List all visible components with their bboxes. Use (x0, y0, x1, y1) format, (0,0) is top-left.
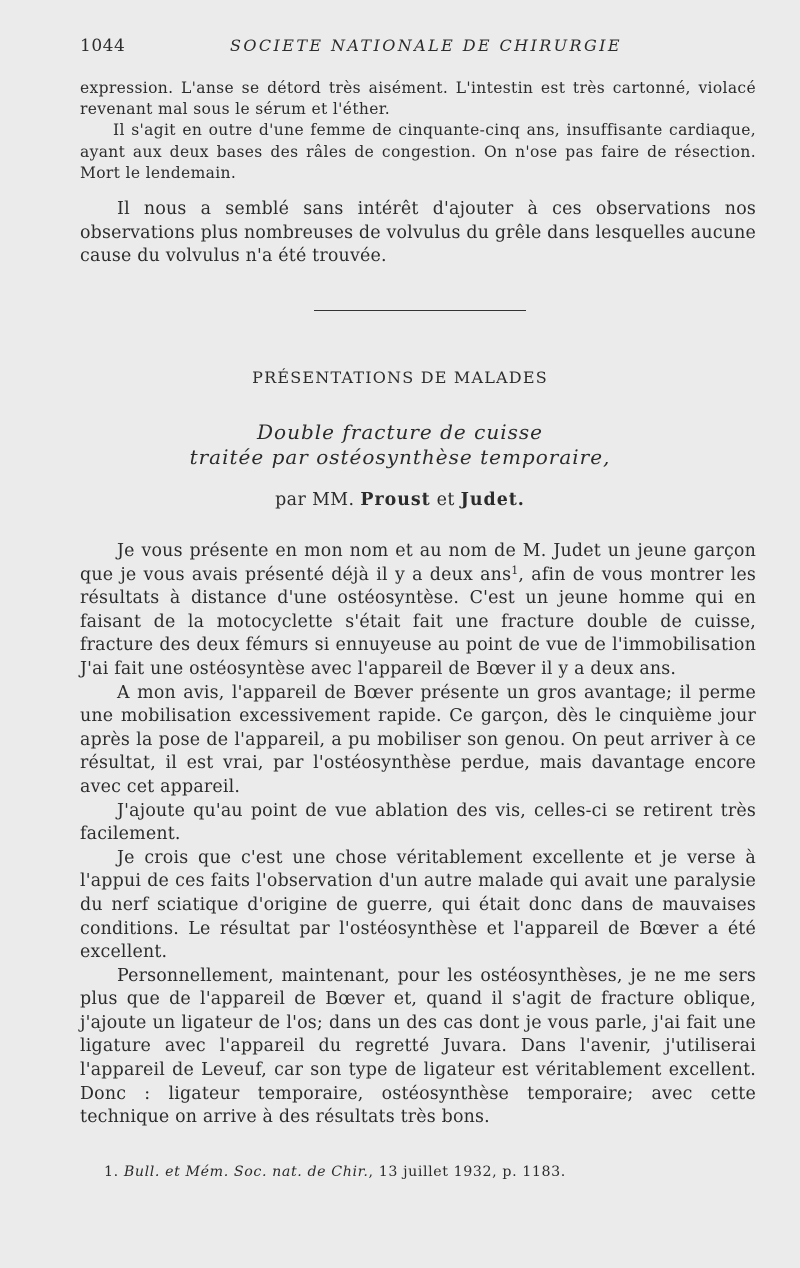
footnote-number: 1. (104, 1164, 119, 1180)
footnote-reference: 1 (511, 563, 519, 577)
body-paragraph: Je crois que c'est une chose véritablement excellente et je verse à l'appui de ces faits l'observation d'un autre malade qui avait une paralysie du nerf sciatique d'origine de guerre, qui était donc dans de mauvaises conditions. Le résultat par l'ostéosynthèse et l'appareil de Bœver a été excellent. (80, 847, 756, 963)
body-text: Je vous présente en mon nom et au nom de M. Judet un jeune garçon que je vous avais présenté déjà il y a deux ans (80, 541, 756, 585)
byline (0, 490, 800, 510)
body-paragraph: J'ajoute qu'au point de vue ablation des vis, celles-ci se retirent très facilement. (80, 800, 756, 845)
byline-conjunction: et (436, 490, 455, 510)
author-name: Proust (360, 490, 431, 510)
running-title: SOCIETE NATIONALE DE CHIRURGIE (230, 36, 622, 55)
body-text: , afin de vous montrer les résultats à distance d'une ostéosyntèse. C'est un jeune homme qui en faisant de la motocyclette s'était fait une fracture double de cuisse, fracture des deux fémurs si ennuyeuse au point de vue de l'immobilisation J'ai fait une ostéosyntèse avec l'appareil de Bœver il y a deux ans. (80, 564, 756, 679)
footnote-source: Bull. et Mém. Soc. nat. de Chir. (123, 1164, 369, 1180)
intro-paragraph: expression. L'anse se détord très aisément. L'intestin est très cartonné, violacé revenant mal sous le sérum et l'éther. (80, 79, 756, 119)
page-number: 1044 (80, 36, 126, 56)
footnote (104, 1164, 566, 1180)
article-title-line: Double fracture de cuisse (257, 420, 543, 444)
byline-prefix: par MM. (275, 490, 355, 510)
section-heading: PRÉSENTATIONS DE MALADES (252, 368, 548, 387)
conclusion-text (80, 198, 756, 269)
body-paragraph: Personnellement, maintenant, pour les ostéosynthèses, je ne me sers plus que de l'appareil de Bœver et, quand il s'agit de fracture oblique, j'ajoute un ligateur de l'os; dans un des cas dont je vous parle, j'ai fait une ligature avec l'appareil du regretté Juvara. Dans l'avenir, j'utiliserai l'appareil de Leveuf, car son type de ligateur est véritablement excellent. Donc : ligateur temporaire, ostéosynthèse temporaire; avec cette technique on arrive à des résultats très bons. (80, 965, 756, 1128)
body-paragraph: A mon avis, l'appareil de Bœver présente un gros avantage; il perme une mobilisation excessivement rapide. Ce garçon, dès le cinquième jour après la pose de l'appareil, a pu mobiliser son genou. On peut arriver à ce résultat, il est vrai, par l'ostéosynthèse perdue, mais davantage encore avec cet appareil. (80, 682, 756, 797)
page-header (80, 36, 758, 60)
footnote-details: , 13 juillet 1932, p. 1183. (368, 1164, 566, 1180)
body-paragraph (80, 540, 756, 682)
article-title-line: traitée par ostéosynthèse temporaire, (189, 445, 611, 469)
intro-text (80, 78, 756, 184)
article-title (0, 420, 800, 470)
article-body (80, 540, 756, 1130)
section-divider (314, 310, 526, 311)
author-name: Judet. (460, 490, 525, 510)
intro-paragraph: Il s'agit en outre d'une femme de cinquante-cinq ans, insuffisante cardiaque, ayant aux deux bases des râles de congestion. On n'ose pas faire de résection. Mort le lendemain. (80, 121, 756, 182)
conclusion-paragraph: Il nous a semblé sans intérêt d'ajouter à ces observations nos observations plus nombreuses de volvulus du grêle dans lesquelles aucune cause du volvulus n'a été trouvée. (80, 199, 756, 267)
